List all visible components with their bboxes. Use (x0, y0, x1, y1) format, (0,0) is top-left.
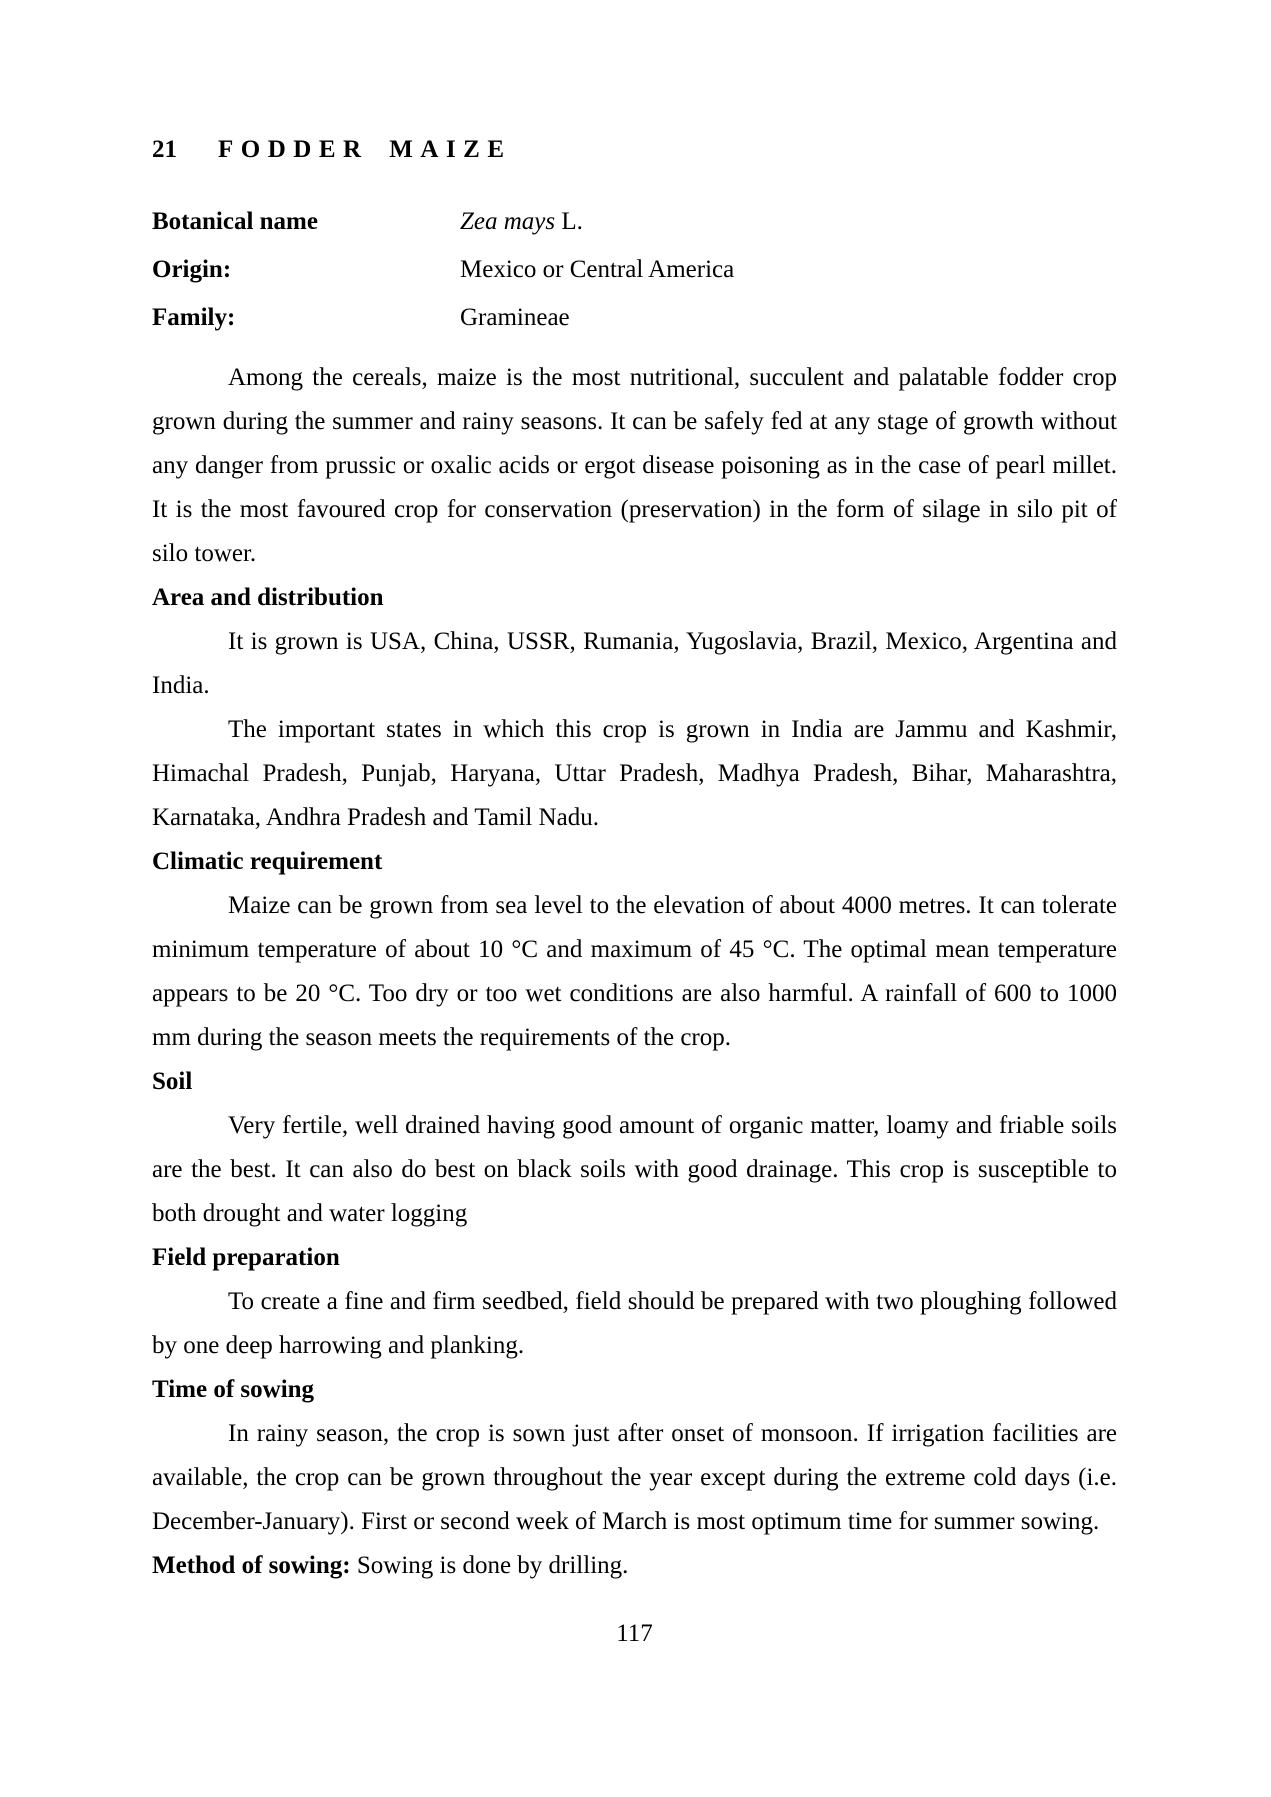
info-row-botanical-name (152, 198, 1117, 246)
info-row-origin (152, 246, 1117, 294)
paragraph-time-of-sowing: In rainy season, the crop is sown just after onset of monsoon. If irrigation facilities are available, the crop can be grown throughout the year except during the extreme cold days (i.e. December-January). First or second week of March is most optimum time for summer sowing. (152, 1420, 1117, 1535)
family-label: Family: (152, 304, 236, 331)
paragraph-climatic-requirement: Maize can be grown from sea level to the elevation of about 4000 metres. It can tolerate minimum temperature of about 10 °C and maximum of 45 °C. The optimal mean temperature appears to be 20 °C. Too dry or too wet conditions are also harmful. A rainfall of 600 to 1000 mm during the season meets the requirements of the crop. (152, 892, 1117, 1051)
heading-soil: Soil (152, 1068, 193, 1095)
family-value: Gramineae (460, 304, 570, 331)
method-of-sowing-text: Sowing is done by drilling. (350, 1552, 629, 1579)
origin-value: Mexico or Central America (460, 256, 735, 283)
method-of-sowing-label: Method of sowing: (152, 1552, 351, 1579)
info-row-family (152, 294, 1117, 342)
botanical-info-table (152, 198, 1117, 342)
heading-field-preparation: Field preparation (152, 1244, 340, 1271)
paragraph-intro: Among the cereals, maize is the most nutritional, succulent and palatable fodder crop grown during the summer and rainy seasons. It can be safely fed at any stage of growth without any danger from prussic or oxalic acids or ergot disease poisoning as in the case of pearl millet. It is the most favoured crop for conservation (preservation) in the form of silage in silo pit of silo tower. (152, 364, 1117, 567)
botanical-name-latin: Zea mays (460, 208, 556, 235)
heading-time-of-sowing: Time of sowing (152, 1376, 315, 1403)
paragraph-area-countries: It is grown is USA, China, USSR, Rumania, Yugoslavia, Brazil, Mexico, Argentina and India. (152, 628, 1117, 699)
origin-label: Origin: (152, 256, 232, 283)
heading-climatic-requirement: Climatic requirement (152, 848, 383, 875)
paragraph-soil: Very fertile, well drained having good amount of organic matter, loamy and friable soils are the best. It can also do best on black soils with good drainage. This crop is susceptible to both drought and water logging (152, 1112, 1117, 1227)
chapter-title-text: FODDER MAIZE (218, 136, 512, 163)
paragraph-field-preparation: To create a fine and firm seedbed, field should be prepared with two ploughing followed by one deep harrowing and planking. (152, 1288, 1117, 1359)
chapter-number: 21 (152, 136, 177, 163)
botanical-name-value (460, 198, 1117, 246)
paragraph-area-india-states: The important states in which this crop is grown in India are Jammu and Kashmir, Himachal Pradesh, Punjab, Haryana, Uttar Pradesh, Madhya Pradesh, Bihar, Maharashtra, Karnataka, Andhra Pradesh and Tamil Nadu. (152, 716, 1117, 831)
heading-area-and-distribution: Area and distribution (152, 584, 384, 611)
page-number: 117 (616, 1620, 653, 1647)
botanical-name-label: Botanical name (152, 208, 318, 235)
chapter-title (152, 128, 1117, 172)
paragraph-method-of-sowing (152, 1544, 1117, 1588)
botanical-name-authority: L. (555, 208, 583, 235)
